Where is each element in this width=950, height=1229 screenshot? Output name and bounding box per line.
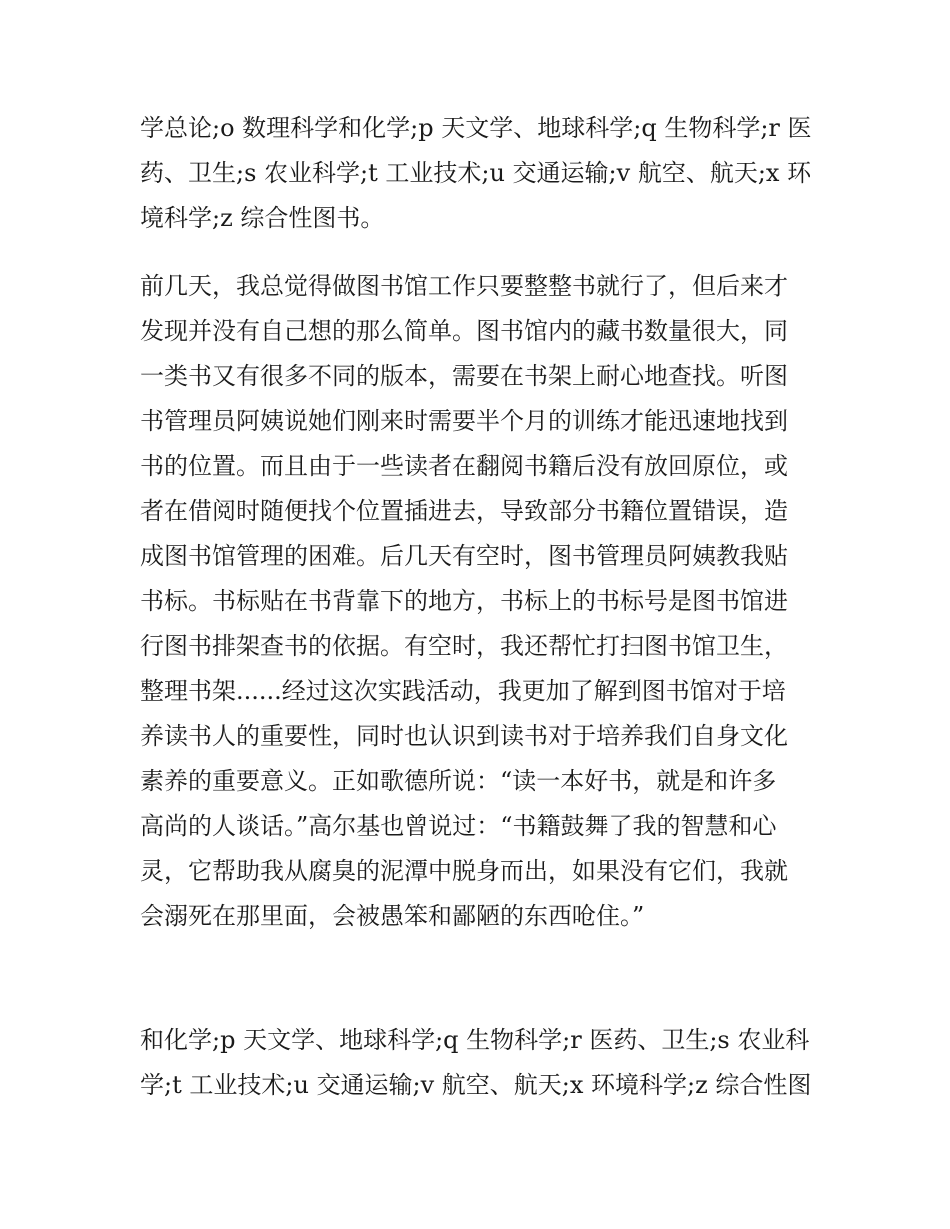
- text-line: 境科学;z 综合性图书。: [140, 204, 385, 232]
- text-line: 成图书馆管理的困难。后几天有空时，图书管理员阿姨教我贴: [140, 542, 788, 570]
- paragraph-classification-repeat: [140, 1018, 812, 1108]
- paragraph-classification-list: [140, 106, 812, 241]
- text-line: 会溺死在那里面，会被愚笨和鄙陋的东西呛住。”: [140, 902, 645, 930]
- text-line: 学;t 工业技术;u 交通运输;v 航空、航天;x 环境科学;z 综合性图: [140, 1071, 812, 1099]
- text-line: 书的位置。而且由于一些读者在翻阅书籍后没有放回原位，或: [140, 452, 788, 480]
- text-line: 养读书人的重要性，同时也认识到读书对于培养我们自身文化: [140, 722, 788, 750]
- text-line: 和化学;p 天文学、地球科学;q 生物科学;r 医药、卫生;s 农业科: [140, 1026, 810, 1054]
- text-line: 高尚的人谈话。”高尔基也曾说过：“书籍鼓舞了我的智慧和心: [140, 812, 777, 840]
- text-line: 行图书排架查书的依据。有空时，我还帮忙打扫图书馆卫生，: [140, 632, 788, 660]
- text-line: 灵，它帮助我从腐臭的泥潭中脱身而出，如果没有它们，我就: [140, 857, 788, 885]
- text-line: 素养的重要意义。正如歌德所说：“读一本好书，就是和许多: [140, 767, 777, 795]
- text-line: 一类书又有很多不同的版本，需要在书架上耐心地查找。听图: [140, 362, 788, 390]
- text-line: 学总论;o 数理科学和化学;p 天文学、地球科学;q 生物科学;r 医: [140, 114, 812, 142]
- text-line: 整理书架......经过这次实践活动，我更加了解到图书馆对于培: [140, 677, 786, 705]
- text-line: 书标。书标贴在书背靠下的地方，书标上的书标号是图书馆进: [140, 587, 788, 615]
- text-line: 药、卫生;s 农业科学;t 工业技术;u 交通运输;v 航空、航天;x 环: [140, 159, 812, 187]
- text-line: 书管理员阿姨说她们刚来时需要半个月的训练才能迅速地找到: [140, 407, 788, 435]
- text-line: 发现并没有自己想的那么简单。图书馆内的藏书数量很大，同: [140, 317, 788, 345]
- text-line: 者在借阅时随便找个位置插进去，导致部分书籍位置错误，造: [140, 497, 788, 525]
- text-line: 前几天，我总觉得做图书馆工作只要整整书就行了，但后来才: [140, 272, 788, 300]
- paragraph-library-experience: [140, 264, 812, 939]
